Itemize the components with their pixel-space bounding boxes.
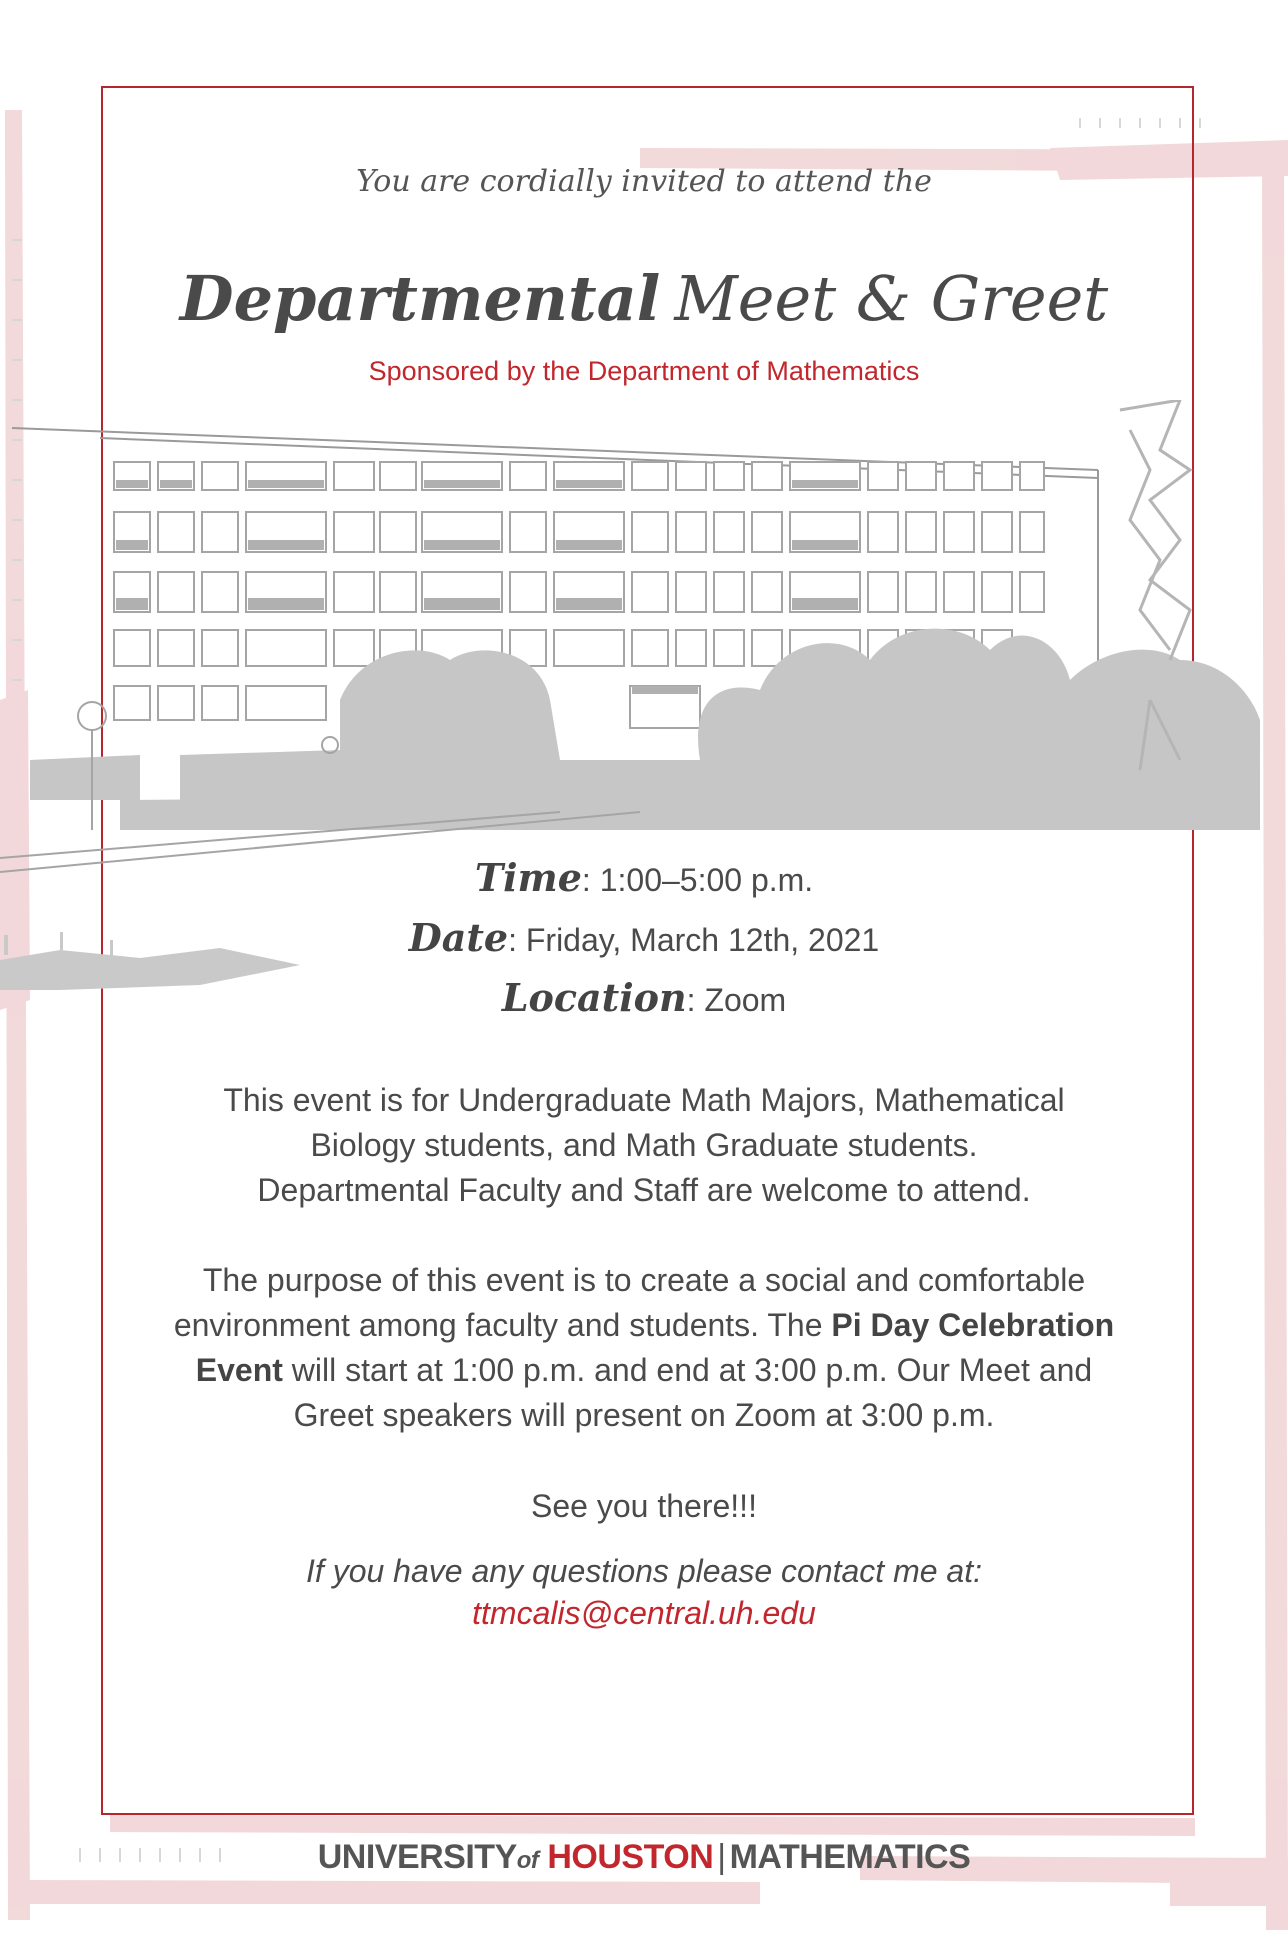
event-highlight: Event <box>195 1352 283 1388</box>
event-title-rest: Meet & Greet <box>674 262 1109 335</box>
university-logo <box>0 1838 1288 1877</box>
audience-line-2: Biology students, and Math Graduate students. <box>310 1127 978 1163</box>
closing-line: See you there!!! <box>531 1488 757 1524</box>
time-label: Time <box>474 855 582 900</box>
audience-paragraph <box>0 1078 1288 1213</box>
contact-email-link[interactable]: ttmcalis@central.uh.edu <box>472 1595 816 1631</box>
contact-line: If you have any questions please contact me at: <box>306 1553 982 1589</box>
time-row <box>0 848 1288 908</box>
purpose-paragraph <box>0 1258 1288 1438</box>
purpose-line-3-text: will start at 1:00 p.m. and end at 3:00 p.m. Our Meet and <box>282 1352 1093 1388</box>
invitation-intro: You are cordially invited to attend the <box>356 164 932 199</box>
event-title <box>0 262 1288 335</box>
contact-block <box>0 1550 1288 1634</box>
date-label: Date <box>408 915 509 960</box>
logo-separator: | <box>717 1838 726 1876</box>
sponsor-line: Sponsored by the Department of Mathematics <box>368 356 920 386</box>
purpose-line-2 <box>0 1303 1288 1348</box>
event-title-bold: Departmental <box>179 262 661 335</box>
location-row <box>0 968 1288 1028</box>
purpose-line-2-text: environment among faculty and students. The <box>173 1307 832 1343</box>
purpose-line-4: Greet speakers will present on Zoom at 3:00 p.m. <box>293 1397 995 1433</box>
pi-day-highlight: Pi Day Celebration <box>831 1307 1115 1343</box>
logo-houston: HOUSTON <box>547 1838 714 1876</box>
date-row <box>0 908 1288 968</box>
purpose-line-3 <box>0 1348 1288 1393</box>
purpose-line-1: The purpose of this event is to create a social and comfortable <box>202 1262 1086 1298</box>
logo-university: UNIVERSITY <box>317 1838 517 1876</box>
event-details <box>0 848 1288 1028</box>
audience-line-3: Departmental Faculty and Staff are welcome to attend. <box>257 1172 1031 1208</box>
audience-line-1: This event is for Undergraduate Math Majors, Mathematical <box>223 1082 1065 1118</box>
date-value: : Friday, March 12th, 2021 <box>508 922 880 958</box>
location-value: : Zoom <box>686 982 787 1018</box>
logo-department: MATHEMATICS <box>729 1838 971 1876</box>
time-value: : 1:00–5:00 p.m. <box>581 862 814 898</box>
location-label: Location <box>501 975 687 1020</box>
logo-of: of <box>516 1847 539 1874</box>
